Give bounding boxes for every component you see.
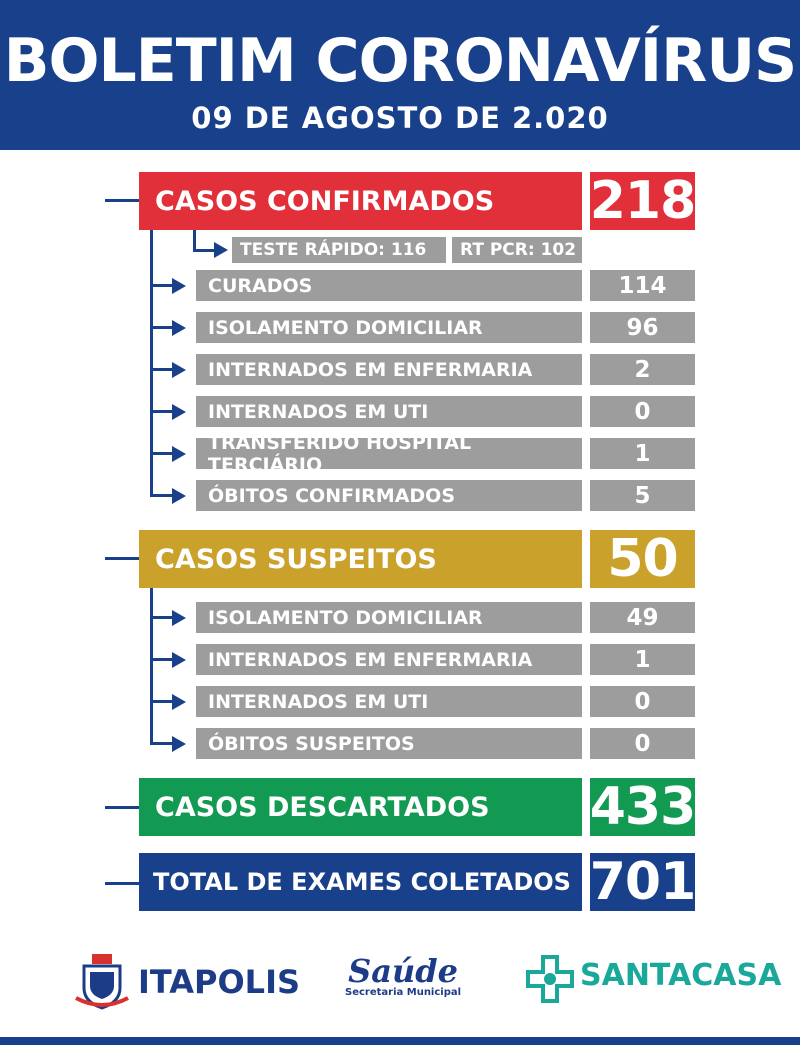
rt-pcr-chip: RT PCR: 102 [452,237,582,263]
stat-row-label: INTERNADOS EM ENFERMARIA [196,644,582,675]
stat-row-value: 2 [590,354,695,385]
connector-line [105,199,139,202]
connector-line [150,410,174,413]
connector-line [193,249,215,252]
stat-row-label: TRANSFERIDO HOSPITAL TERCIÁRIO [196,438,582,469]
stat-row-label: ÓBITOS CONFIRMADOS [196,480,582,511]
arrow-right-icon [214,242,228,258]
stat-row-label: ÓBITOS SUSPEITOS [196,728,582,759]
stat-row-value: 0 [590,728,695,759]
footer-bar [0,1037,800,1045]
bulletin-date: 09 DE AGOSTO DE 2.020 [191,101,609,135]
stat-row-value: 96 [590,312,695,343]
confirmed-cases-value: 218 [589,171,696,231]
connector-line [105,806,139,809]
stat-row-label: INTERNADOS EM UTI [196,686,582,717]
arrow-right-icon [172,736,186,752]
connector-line [150,326,174,329]
santacasa-cross-icon [524,953,576,1005]
arrow-right-icon [172,694,186,710]
arrow-right-icon [172,278,186,294]
stat-row-label: ISOLAMENTO DOMICILIAR [196,312,582,343]
stat-row-label: CURADOS [196,270,582,301]
arrow-right-icon [172,488,186,504]
connector-line [105,882,139,885]
total-exams-value: 701 [589,852,696,912]
connector-line [150,284,174,287]
total-exams-label: TOTAL DE EXAMES COLETADOS [139,853,582,911]
city-crest-icon [74,952,130,1012]
arrow-right-icon [172,446,186,462]
arrow-right-icon [172,404,186,420]
stat-row-value: 114 [590,270,695,301]
discarded-cases-value: 433 [589,777,696,837]
arrow-right-icon [172,320,186,336]
suspected-cases-value: 50 [590,530,695,588]
confirmed-cases-label: CASOS CONFIRMADOS [139,172,582,230]
stat-row-value: 1 [590,644,695,675]
discarded-cases-label: CASOS DESCARTADOS [139,778,582,836]
connector-line [150,230,153,496]
connector-line [150,494,174,497]
stat-row-value: 0 [590,686,695,717]
connector-line [150,700,174,703]
stat-row-value: 49 [590,602,695,633]
connector-line [105,557,139,560]
saude-subtitle: Secretaria Municipal [345,987,462,998]
arrow-right-icon [172,652,186,668]
connector-line [150,616,174,619]
rapid-test-chip: TESTE RÁPIDO: 116 [232,237,446,263]
stat-row-value: 1 [590,438,695,469]
page-title: BOLETIM CORONAVÍRUS [3,26,797,96]
santacasa-wordmark: SANTACASA [580,957,782,993]
itapolis-logo [74,952,300,1012]
saude-wordmark: Saúde [348,952,458,990]
suspected-cases-label: CASOS SUSPEITOS [139,530,582,588]
connector-line [150,452,174,455]
stat-row-label: INTERNADOS EM ENFERMARIA [196,354,582,385]
connector-line [150,588,153,744]
header-banner [0,0,800,150]
santacasa-logo [524,953,781,1005]
stat-row-value: 0 [590,396,695,427]
saude-logo [345,952,462,998]
arrow-right-icon [172,362,186,378]
stat-row-label: ISOLAMENTO DOMICILIAR [196,602,582,633]
santacasa-tagline [580,992,781,999]
arrow-right-icon [172,610,186,626]
connector-line [150,742,174,745]
itapolis-wordmark: ITAPOLIS [138,963,301,1001]
stat-row-value: 5 [590,480,695,511]
stat-row-label: INTERNADOS EM UTI [196,396,582,427]
connector-line [150,658,174,661]
connector-line [150,368,174,371]
